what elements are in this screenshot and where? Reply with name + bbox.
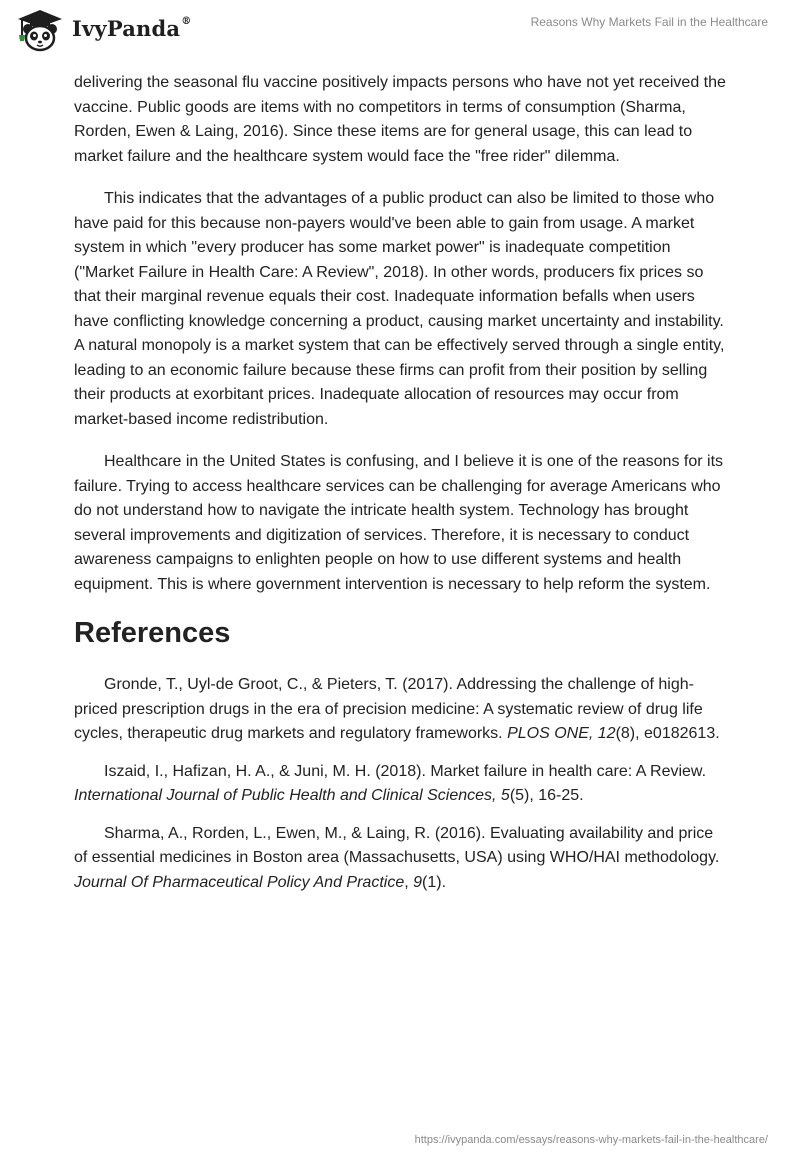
document-title: Reasons Why Markets Fail in the Healthcare: [530, 15, 768, 29]
page-header: [0, 0, 800, 60]
brand-logo[interactable]: [14, 8, 191, 52]
body-paragraph: Healthcare in the United States is confusing, and I believe it is one of the reasons for its failure. Trying to access healthcare services can be challenging for average Americans who do not understand how to navigate the intricate health system. Technology has brought several improvements and digitization of services. Therefore, it is necessary to conduct awareness campaigns to enlighten people on how to use different systems and health equipment. This is where government intervention is necessary to help reform the system.: [74, 453, 724, 593]
body-paragraph: This indicates that the advantages of a public product can also be limited to those who have paid for this because non-payers would've been able to gain from usage. A market system in which "every producer has some market power" is inadequate competition ("Market Failure in Health Care: A Review", 2018). In other words, producers fix prices so that their marginal revenue equals their cost. Inadequate information befalls when users have conflicting knowledge concerning a product, causing market uncertainty and instability. A natural monopoly is a market system that can be effectively served through a single entity, leading to an economic failure because these firms can profit from their position by selling their products at exorbitant prices. Inadequate allocation of resources may occur from market-based income redistribution.: [74, 190, 725, 428]
body-paragraph: delivering the seasonal flu vaccine positively impacts persons who have not yet received the vaccine. Public goods are items with no competitors in terms of consumption (Sharma, Rorden, Ewen & Laing, 2016). Since these items are for general usage, this can lead to market failure and the healthcare system would face the "free rider" dilemma.: [74, 74, 726, 165]
reference-item: Sharma, A., Rorden, L., Ewen, M., & Laing, R. (2016). Evaluating availability and price of essential medicines in Boston area (Massachusetts, USA) using WHO/HAI methodology. Journal Of Pharmaceutical Policy And Practice, 9(1).: [74, 824, 720, 891]
references-heading: References: [74, 617, 231, 649]
brand-name: IvyPanda®: [72, 15, 192, 41]
source-url-link[interactable]: https://ivypanda.com/essays/reasons-why-markets-fail-in-the-healthcare/: [414, 1134, 768, 1146]
panda-graduate-icon: [14, 8, 66, 52]
reference-item: Iszaid, I., Hafizan, H. A., & Juni, M. H. (2018). Market failure in health care: A Review. International Journal of Public Health and Clinical Sciences, 5(5), 16-25.: [74, 762, 707, 804]
reference-item: Gronde, T., Uyl-de Groot, C., & Pieters, T. (2017). Addressing the challenge of high-priced prescription drugs in the era of precision medicine: A systematic review of drug life cycles, therapeutic drug markets and regulatory frameworks. PLOS ONE, 12(8), e0182613.: [74, 676, 720, 742]
essay-content: [74, 71, 726, 908]
